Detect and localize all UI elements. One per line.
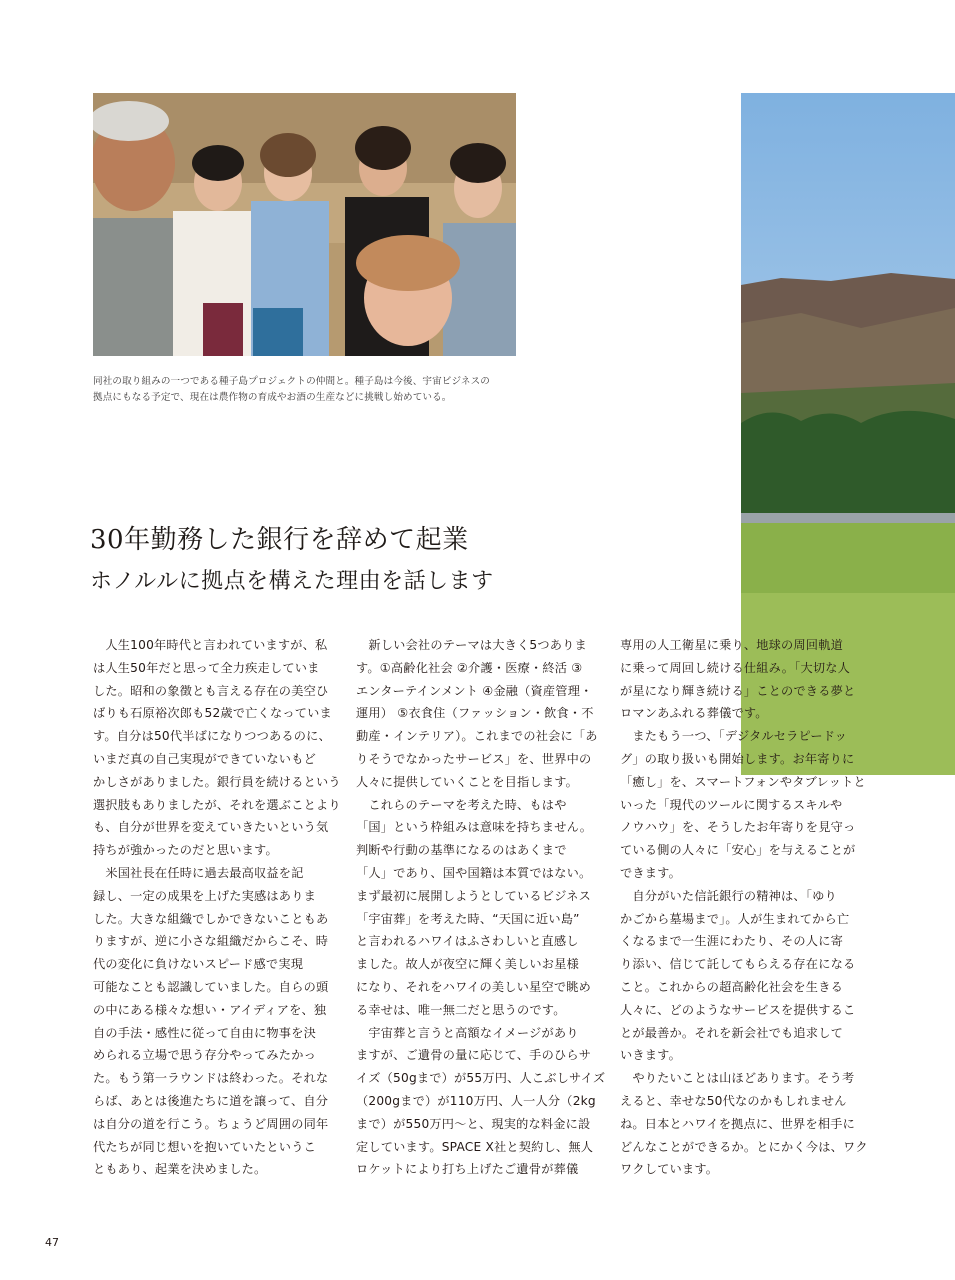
text-line: いまだ真の自己実現ができていないもど bbox=[93, 751, 316, 766]
text-line: 専用の人工衛星に乗り、地球の周回軌道 bbox=[620, 638, 843, 652]
text-line: いった「現代のツールに関するスキルや bbox=[620, 797, 843, 812]
text-line: イズ（50gまで）が55万円、人こぶしサイズ bbox=[356, 1071, 606, 1086]
photo-caption bbox=[93, 374, 533, 406]
text-line: ました。故人が夜空に輝く美しいお星様 bbox=[356, 957, 579, 972]
text-line: 選択肢もありましたが、それを選ぶことより bbox=[93, 797, 341, 812]
text-line: 「人」であり、国や国籍は本質ではない。 bbox=[356, 865, 592, 880]
text-line: は人生50年だと思って全力疾走していま bbox=[93, 660, 320, 675]
text-line: 動産・インテリア）。これまでの社会に「あ bbox=[356, 729, 598, 744]
text-line: した。大きな組織でしかできないこともあ bbox=[93, 911, 329, 926]
text-line: り添い、信じて託してもらえる存在になる bbox=[620, 957, 856, 972]
text-line: ばりも石原裕次郎も52歳で亡くなっていま bbox=[93, 706, 332, 721]
headline-line-2: ホノルルに拠点を構えた理由を話します bbox=[90, 569, 494, 594]
text-line: らば、あとは後進たちに道を譲って、自分 bbox=[93, 1093, 329, 1108]
headline-line-1: 30年勤務した銀行を辞めて起業 bbox=[90, 525, 469, 555]
text-line: ノウハウ」を、そうしたお年寄りを見守っ bbox=[620, 820, 856, 835]
body-column-1 bbox=[93, 634, 339, 1181]
page-number: 47 bbox=[45, 1236, 59, 1249]
text-line: が星になり輝き続ける」ことのできる夢と bbox=[620, 683, 856, 698]
body-column-2 bbox=[356, 634, 606, 1181]
text-line: 自の手法・感性に従って自由に物事を決 bbox=[93, 1025, 316, 1040]
text-line: ている側の人々に「安心」を与えることが bbox=[620, 843, 856, 858]
text-line: グ」の取り扱いも開始します。お年寄りに bbox=[620, 751, 855, 766]
text-line: も、自分が世界を変えていきたいという気 bbox=[93, 820, 329, 835]
text-line: す。自分は50代半ばになりつつあるのに、 bbox=[93, 729, 331, 744]
text-line: 宇宙葬と言うと高額なイメージがあり bbox=[356, 1025, 579, 1040]
text-line: えると、幸せな50代なのかもしれません bbox=[620, 1093, 847, 1108]
caption-line: 同社の取り組みの一つである種子島プロジェクトの仲間と。種子島は今後、宇宙ビジネスの bbox=[93, 376, 490, 387]
article-headline bbox=[90, 522, 730, 600]
text-line: りそうでなかったサービス」を、世界中の bbox=[356, 751, 592, 766]
text-line: る幸せは、唯一無二だと思うのです。 bbox=[356, 1002, 566, 1017]
text-line: これらのテーマを考えた時、もはや bbox=[356, 797, 567, 812]
text-line: 「宇宙葬」を考えた時、“天国に近い島” bbox=[356, 911, 580, 926]
text-line: は自分の道を行こう。ちょうど周囲の同年 bbox=[93, 1116, 329, 1131]
text-line: やりたいことは山ほどあります。そう考 bbox=[620, 1071, 855, 1086]
text-line: くなるまで一生涯にわたり、その人に寄 bbox=[620, 934, 843, 949]
text-line: ロマンあふれる葬儀です。 bbox=[620, 706, 768, 721]
text-line: ともあり、起業を決めました。 bbox=[93, 1162, 267, 1177]
text-line: 新しい会社のテーマは大きく5つありま bbox=[356, 638, 587, 652]
body-column-3 bbox=[620, 634, 866, 1181]
text-line: とが最善か。それを新会社でも追求して bbox=[620, 1025, 843, 1040]
text-line: の中にある様々な想い・アイディアを、独 bbox=[93, 1002, 327, 1017]
text-line: ますが、ご遺骨の量に応じて、手のひらサ bbox=[356, 1048, 592, 1063]
text-line: 判断や行動の基準になるのはあくまで bbox=[356, 843, 567, 858]
text-line: められる立場で思う存分やってみたかっ bbox=[93, 1048, 316, 1063]
text-line: 可能なことも認識していました。自らの頭 bbox=[93, 979, 329, 994]
text-line: 代たちが同じ想いを抱いていたというこ bbox=[93, 1139, 316, 1154]
text-line: と言われるハワイはふさわしいと直感し bbox=[356, 934, 579, 949]
text-line: 自分がいた信託銀行の精神は、「ゆり bbox=[620, 888, 837, 903]
text-line: かしさがありました。銀行員を続けるという bbox=[93, 774, 341, 789]
text-line: できます。 bbox=[620, 865, 681, 880]
text-line: た。もう第一ラウンドは終わった。それな bbox=[93, 1071, 329, 1086]
text-line: またもう一つ、「デジタルセラピードッ bbox=[620, 729, 848, 744]
group-photo bbox=[93, 93, 516, 356]
text-line: （200gまで）が110万円、人一人分（2kg bbox=[356, 1093, 596, 1108]
text-line: ワクしています。 bbox=[620, 1162, 719, 1177]
text-line: ね。日本とハワイを拠点に、世界を相手に bbox=[620, 1116, 855, 1131]
text-line: 人々に提供していくことを目指します。 bbox=[356, 774, 578, 789]
text-line: りますが、逆に小さな組織だからこそ、時 bbox=[93, 934, 329, 949]
text-line: いきます。 bbox=[620, 1048, 681, 1063]
text-line: に乗って周回し続ける仕組み。「大切な人 bbox=[620, 660, 850, 675]
text-line: まず最初に展開しようとしているビジネス bbox=[356, 888, 591, 903]
text-line: かごから墓場まで」。人が生まれてから亡 bbox=[620, 911, 850, 926]
text-line: こと。これからの超高齢化社会を生きる bbox=[620, 979, 843, 994]
text-line: まで）が550万円〜と、現実的な料金に設 bbox=[356, 1116, 591, 1131]
text-line: 代の変化に負けないスピード感で実現 bbox=[93, 957, 304, 972]
text-line: 持ちが強かったのだと思います。 bbox=[93, 843, 278, 858]
caption-line: 拠点にもなる予定で、現在は農作物の育成やお酒の生産などに挑戦し始めている。 bbox=[93, 392, 452, 403]
text-line: 人々に、どのようなサービスを提供するこ bbox=[620, 1002, 856, 1017]
text-line: 定しています。SPACE X社と契約し、無人 bbox=[356, 1139, 594, 1154]
text-line: 「国」という枠組みは意味を持ちません。 bbox=[356, 820, 593, 835]
text-line: エンターテインメント ④金融（資産管理・ bbox=[356, 683, 593, 698]
text-line: 録し、一定の成果を上げた実感はありま bbox=[93, 888, 316, 903]
text-line: 運用） ⑤衣食住（ファッション・飲食・不 bbox=[356, 706, 594, 721]
text-line: になり、それをハワイの美しい星空で眺め bbox=[356, 979, 591, 994]
text-line: ロケットにより打ち上げたご遺骨が葬儀 bbox=[356, 1162, 579, 1177]
text-line: した。昭和の象徴とも言える存在の美空ひ bbox=[93, 683, 329, 698]
text-line: 人生100年時代と言われていますが、私 bbox=[93, 638, 328, 652]
text-line: す。①高齢化社会 ②介護・医療・終活 ③ bbox=[356, 660, 583, 675]
group-photo-illustration bbox=[93, 93, 516, 356]
text-line: 「癒し」を、スマートフォンやタブレットと bbox=[620, 774, 866, 789]
text-line: 米国社長在任時に過去最高収益を記 bbox=[93, 865, 304, 880]
text-line: どんなことができるか。とにかく今は、ワク bbox=[620, 1139, 868, 1154]
